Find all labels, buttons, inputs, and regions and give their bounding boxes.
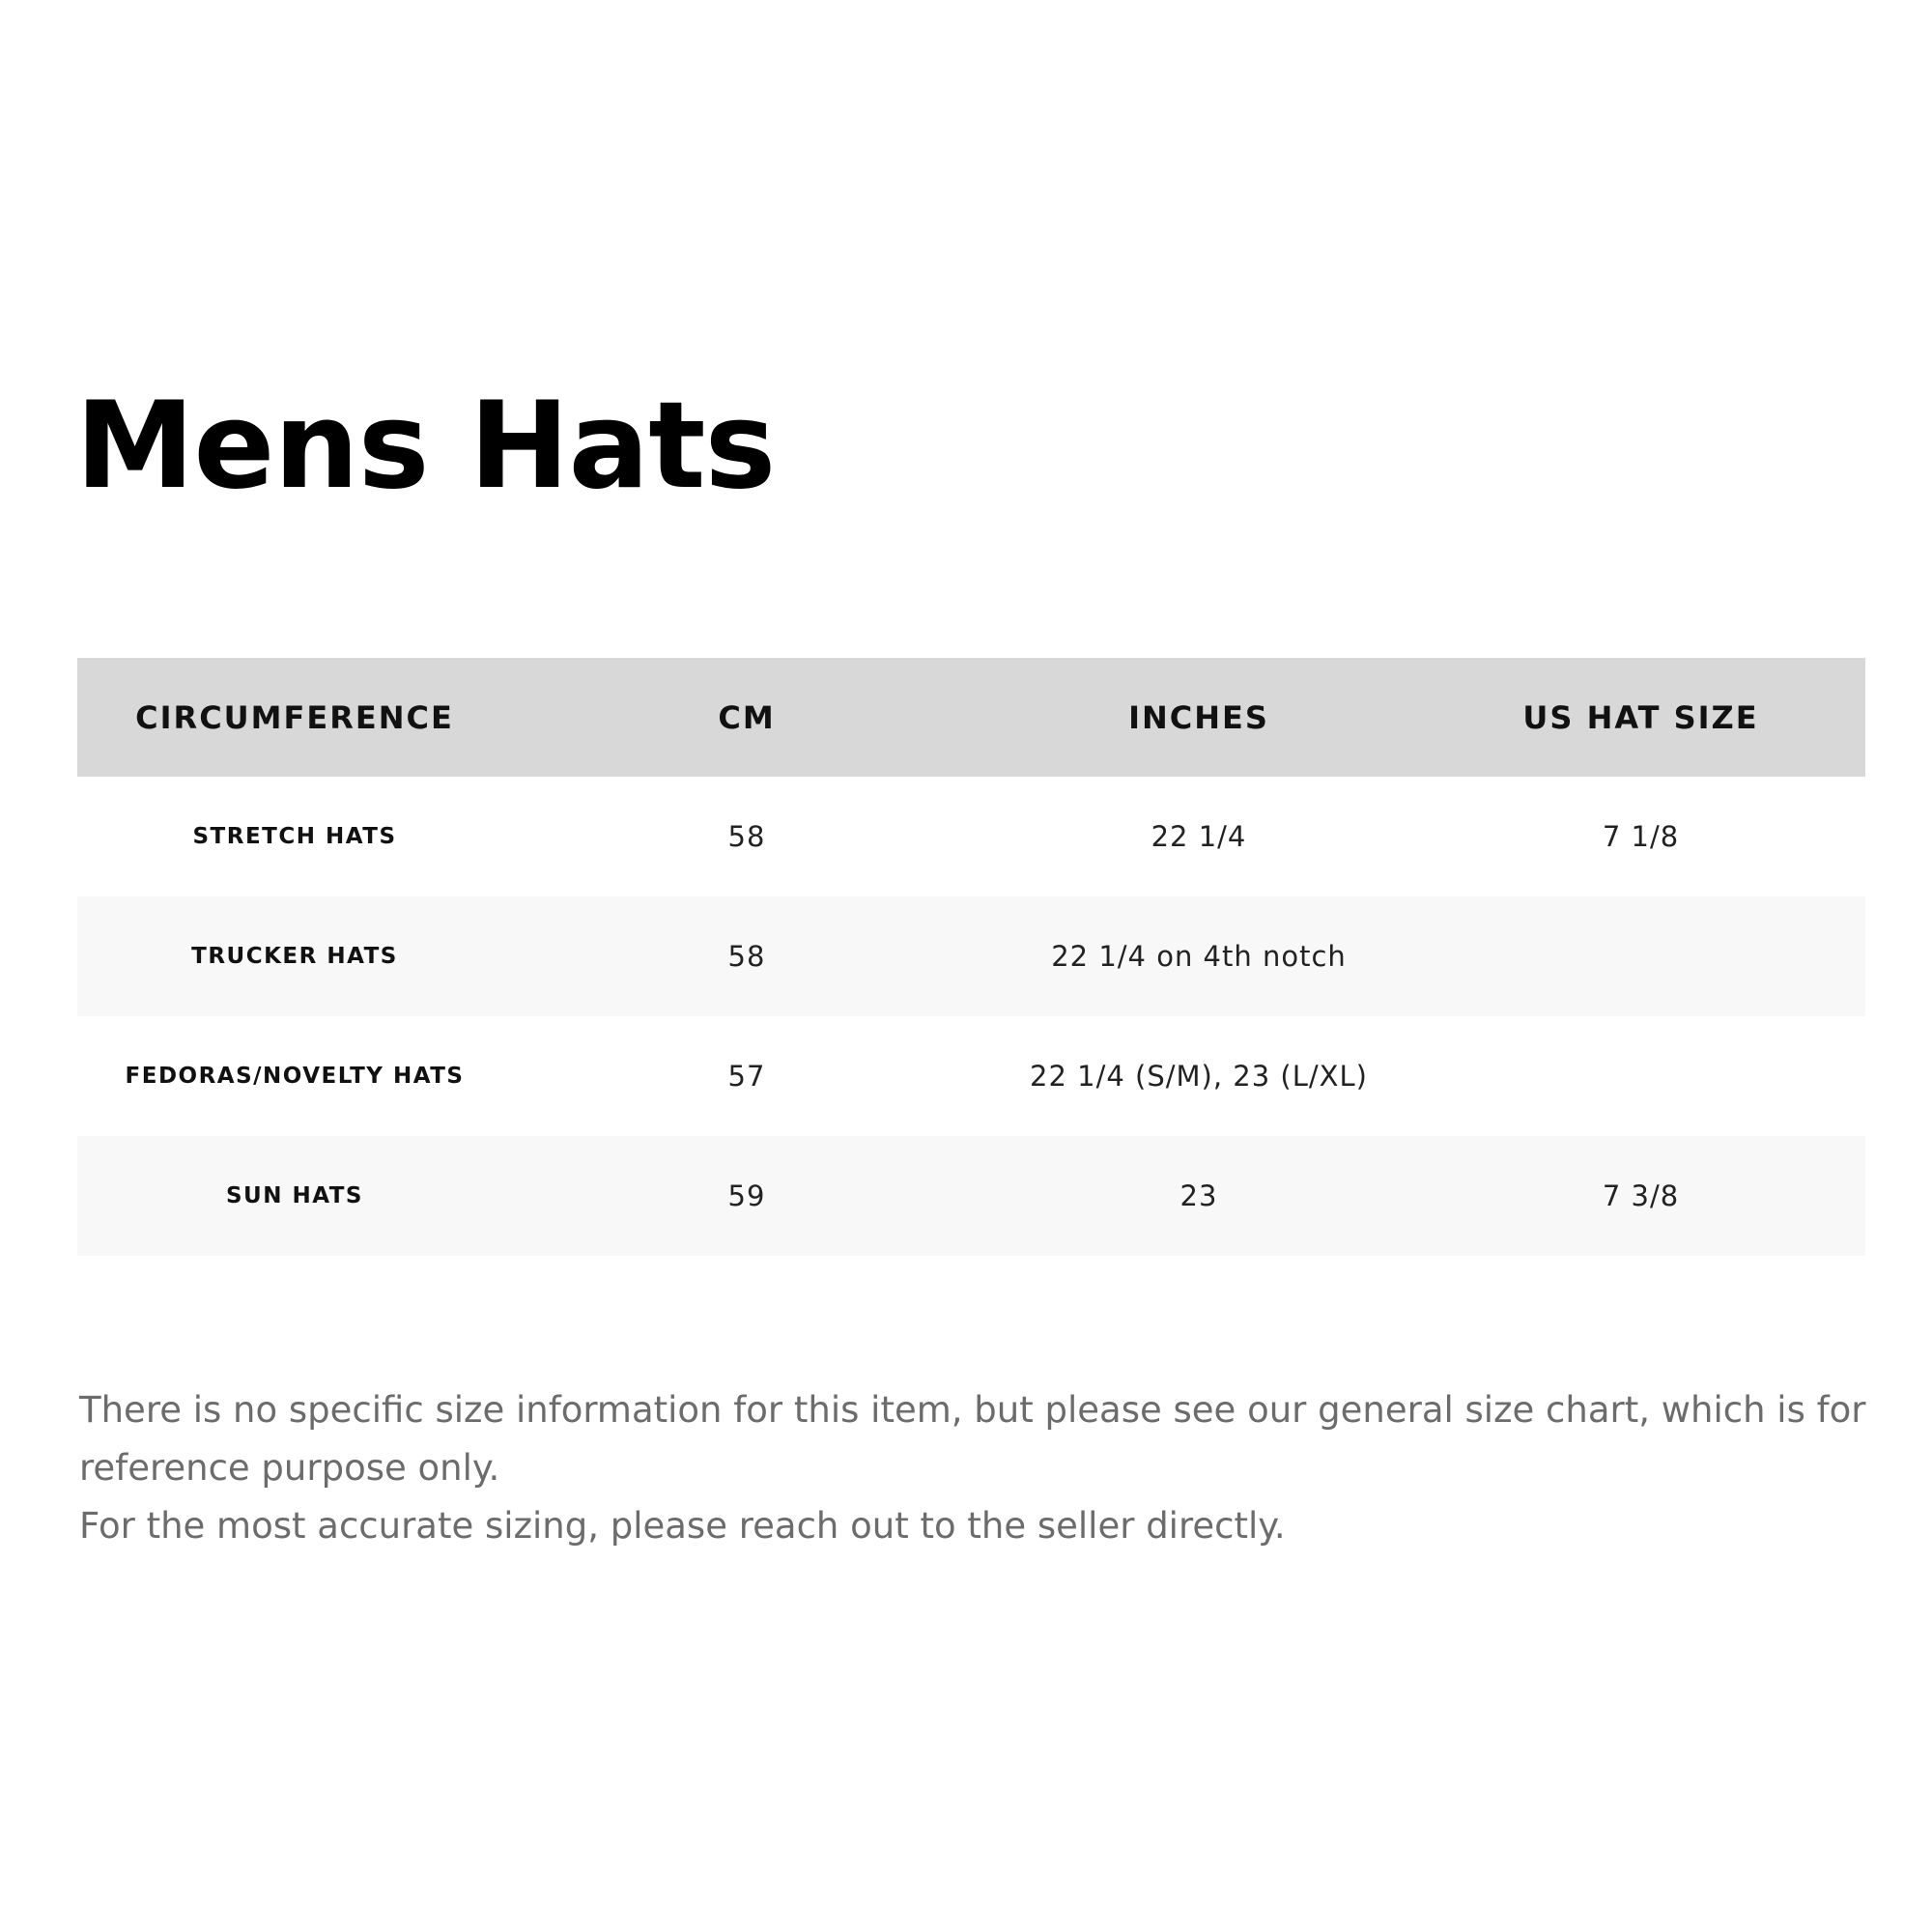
cm-cell: 59 xyxy=(512,1136,981,1256)
header-inches: INCHES xyxy=(981,658,1416,777)
disclaimer-line-1: There is no specific size information for this item, but please see our general size chart, which is for reference purpose only. xyxy=(79,1389,1866,1489)
inches-cell: 22 1/4 xyxy=(981,777,1416,896)
table-row xyxy=(77,1136,1865,1256)
size-disclaimer xyxy=(79,1381,1866,1555)
size-chart-table xyxy=(77,658,1865,1256)
hat-type-cell: SUN HATS xyxy=(77,1136,512,1256)
table-row xyxy=(77,1016,1865,1136)
hat-type-cell: TRUCKER HATS xyxy=(77,896,512,1016)
us-hat-size-cell: 7 1/8 xyxy=(1416,777,1865,896)
disclaimer-line-2: For the most accurate sizing, please reach out to the seller directly. xyxy=(79,1505,1286,1547)
hat-type-cell: FEDORAS/NOVELTY HATS xyxy=(77,1016,512,1136)
cm-cell: 58 xyxy=(512,777,981,896)
inches-cell: 22 1/4 (S/M), 23 (L/XL) xyxy=(981,1016,1416,1136)
table-row xyxy=(77,777,1865,896)
cm-cell: 58 xyxy=(512,896,981,1016)
header-circumference: CIRCUMFERENCE xyxy=(77,658,512,777)
us-hat-size-cell xyxy=(1416,896,1865,1016)
hat-type-cell: STRETCH HATS xyxy=(77,777,512,896)
inches-cell: 22 1/4 on 4th notch xyxy=(981,896,1416,1016)
header-cm: CM xyxy=(512,658,981,777)
page-title: Mens Hats xyxy=(75,377,776,516)
us-hat-size-cell xyxy=(1416,1016,1865,1136)
header-us-hat-size: US HAT SIZE xyxy=(1416,658,1865,777)
inches-cell: 23 xyxy=(981,1136,1416,1256)
table-header-row xyxy=(77,658,1865,777)
table-row xyxy=(77,896,1865,1016)
cm-cell: 57 xyxy=(512,1016,981,1136)
us-hat-size-cell: 7 3/8 xyxy=(1416,1136,1865,1256)
